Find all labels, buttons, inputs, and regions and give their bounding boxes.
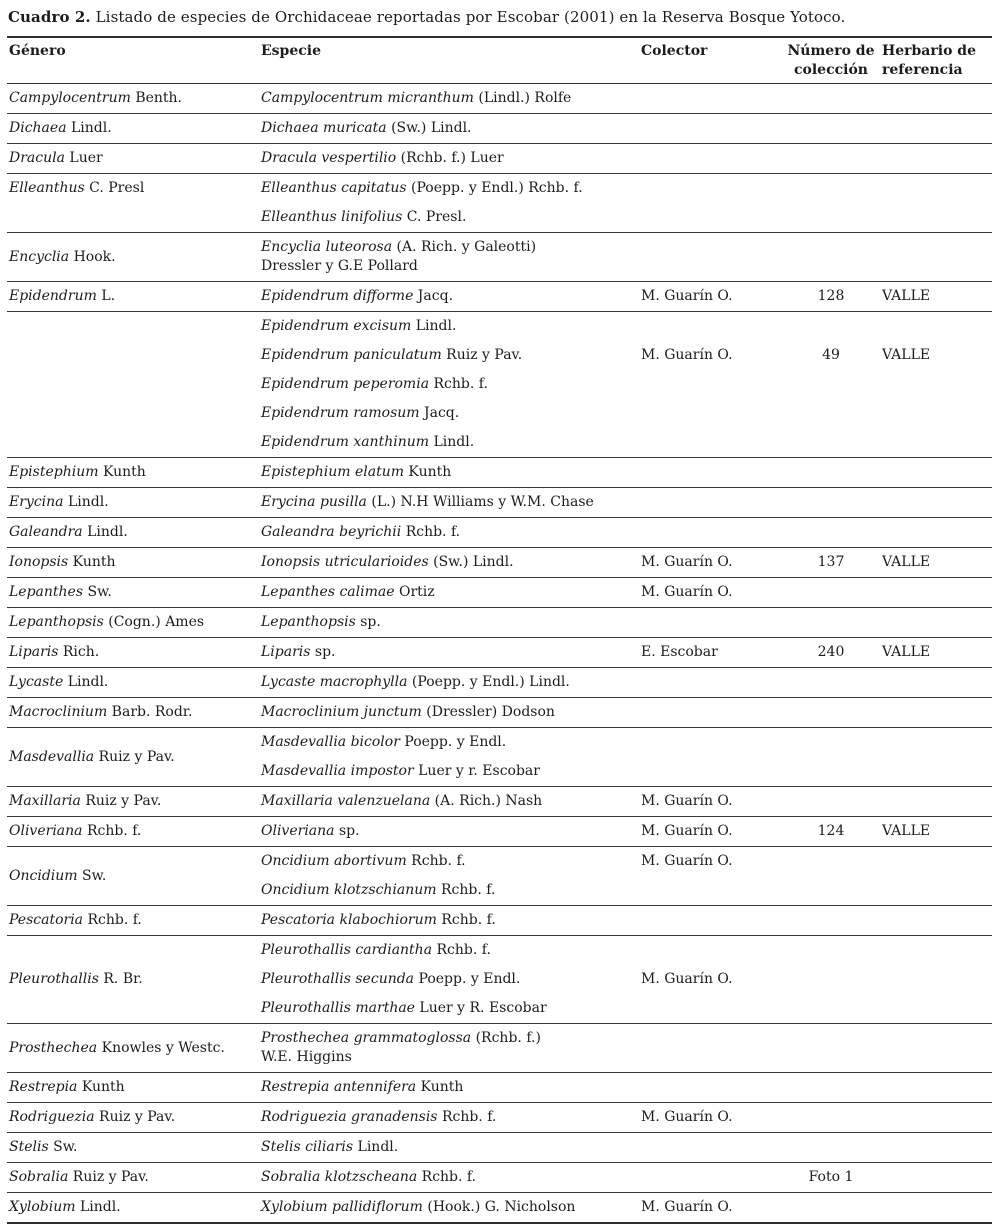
genus-cell: Campylocentrum Benth. (7, 84, 259, 114)
species-cell: Pleurothallis cardiantha Rchb. f. (261, 942, 491, 958)
species-cell: Dracula vespertilio (Rchb. f.) Luer (259, 144, 639, 174)
genus-cell: Pleurothallis R. Br. (7, 936, 259, 1024)
table-header-row (7, 37, 992, 84)
genus-cell: Sobralia Ruiz y Pav. (7, 1163, 259, 1193)
herbario-cell (880, 399, 992, 428)
table-row (7, 608, 992, 638)
species-cell: Prosthechea grammatoglossa (Rchb. f.) W.E. Higgins (259, 1024, 639, 1073)
species-cell: Macroclinium junctum (Dressler) Dodson (259, 698, 639, 728)
table-row (7, 698, 992, 728)
herbario-cell (880, 458, 992, 488)
species-cell: Lepanthopsis sp. (259, 608, 639, 638)
numero-cell (782, 936, 880, 966)
numero-cell (782, 608, 880, 638)
genus-cell: Encyclia Hook. (7, 233, 259, 282)
genus-cell: Xylobium Lindl. (9, 1199, 121, 1215)
numero-cell (782, 698, 880, 728)
colector-cell: M. Guarín O. (639, 282, 782, 312)
species-cell: Epidendrum ramosum Jacq. (261, 405, 460, 421)
numero-cell: 240 (782, 638, 880, 668)
species-table (7, 36, 992, 1224)
colector-cell (639, 608, 782, 638)
species-cell: Masdevallia bicolor Poepp. y Endl. (261, 734, 507, 750)
numero-cell (782, 1024, 880, 1073)
numero-cell (782, 174, 880, 204)
colector-cell (639, 698, 782, 728)
herbario-cell (880, 1193, 992, 1224)
herbario-cell (880, 728, 992, 758)
numero-cell (782, 994, 880, 1024)
table-row (7, 174, 992, 204)
numero-cell (782, 518, 880, 548)
colector-cell (639, 458, 782, 488)
species-cell: Rodriguezia granadensis Rchb. f. (259, 1103, 639, 1133)
herbario-cell (880, 1163, 992, 1193)
header-numero-coleccion (782, 37, 880, 84)
genus-cell: Lycaste Lindl. (7, 668, 259, 698)
genus-cell: Oncidium Sw. (7, 847, 259, 906)
herbario-cell (880, 608, 992, 638)
genus-cell: Rodriguezia Ruiz y Pav. (7, 1103, 259, 1133)
header-herbario-referencia (880, 37, 992, 84)
header-numero-line1: Número de (787, 43, 875, 59)
colector-cell: E. Escobar (639, 638, 782, 668)
colector-cell (639, 668, 782, 698)
species-cell: Pleurothallis marthae Luer y R. Escobar (259, 994, 639, 1024)
species-cell: Masdevallia impostor Luer y r. Escobar (259, 757, 639, 787)
species-cell: Epidendrum difforme Jacq. (259, 282, 639, 312)
numero-cell (782, 370, 880, 399)
table-row (7, 233, 992, 282)
species-cell: Pleurothallis secunda Poepp. y Endl. (261, 971, 521, 987)
genus-cell: Elleanthus C. Presl (7, 174, 259, 233)
genus-cell: Macroclinium Barb. Rodr. (7, 698, 259, 728)
species-cell: Restrepia antennifera Kunth (259, 1073, 639, 1103)
colector-cell (639, 399, 782, 428)
colector-cell (639, 1073, 782, 1103)
herbario-cell (880, 668, 992, 698)
header-herbario-line1: Herbario de (882, 43, 976, 59)
herbario-cell (880, 906, 992, 936)
numero-cell (782, 906, 880, 936)
species-cell: Lepanthes calimae Ortiz (259, 578, 639, 608)
colector-cell: M. Guarín O. (639, 1103, 782, 1133)
table-row (7, 518, 992, 548)
colector-cell (639, 518, 782, 548)
table-row (7, 282, 992, 312)
species-table-body (7, 84, 992, 1224)
species-cell: Pescatoria klabochiorum Rchb. f. (259, 906, 639, 936)
herbario-cell (880, 233, 992, 282)
species-cell: Epistephium elatum Kunth (259, 458, 639, 488)
herbario-cell (880, 203, 992, 233)
caption-text: Listado de especies de Orchidaceae reportadas por Escobar (2001) en la Reserva Bosque Yotoco. (95, 8, 846, 26)
colector-cell (639, 728, 782, 758)
herbario-cell (880, 1073, 992, 1103)
table-row (7, 906, 992, 936)
species-cell: Stelis ciliaris Lindl. (259, 1133, 639, 1163)
species-cell: Oncidium klotzschianum Rchb. f. (259, 876, 639, 906)
table-row (7, 817, 992, 847)
colector-cell: M. Guarín O. (641, 853, 733, 869)
genus-cell: Restrepia Kunth (7, 1073, 259, 1103)
table-row (7, 728, 992, 758)
caption-label: Cuadro 2. (8, 8, 91, 26)
genus-cell: Dichaea Lindl. (7, 114, 259, 144)
numero-cell: 128 (782, 282, 880, 312)
numero-cell (782, 1103, 880, 1133)
species-cell: Xylobium pallidiflorum (Hook.) G. Nicholson (261, 1199, 576, 1215)
species-cell: Oncidium abortivum Rchb. f. (261, 853, 466, 869)
genus-cell: Masdevallia Ruiz y Pav. (7, 728, 259, 787)
numero-cell: 49 (822, 347, 840, 363)
species-cell: Sobralia klotzscheana Rchb. f. (259, 1163, 639, 1193)
header-genero (7, 37, 259, 84)
colector-cell (639, 174, 782, 204)
numero-cell (782, 578, 880, 608)
numero-cell: 124 (782, 817, 880, 847)
numero-cell (782, 458, 880, 488)
genus-cell: Pescatoria Rchb. f. (7, 906, 259, 936)
species-cell: Ionopsis utricularioides (Sw.) Lindl. (259, 548, 639, 578)
header-especie (259, 37, 639, 84)
header-herbario-line2: referencia (882, 62, 963, 78)
herbario-cell (880, 488, 992, 518)
numero-cell (782, 312, 880, 342)
table-row (7, 312, 992, 342)
colector-cell (639, 488, 782, 518)
header-especie-label: Especie (261, 43, 321, 59)
species-cell: Elleanthus linifolius C. Presl. (259, 203, 639, 233)
table-row (7, 1103, 992, 1133)
genus-cell: Dracula Luer (7, 144, 259, 174)
colector-cell: M. Guarín O. (641, 1199, 733, 1215)
species-cell: Erycina pusilla (L.) N.H Williams y W.M. Chase (259, 488, 639, 518)
genus-cell: Galeandra Lindl. (7, 518, 259, 548)
header-colector (639, 37, 782, 84)
numero-cell: Foto 1 (782, 1163, 880, 1193)
herbario-cell: VALLE (880, 548, 992, 578)
table-row (7, 847, 992, 877)
table-row (7, 1073, 992, 1103)
colector-cell (639, 1133, 782, 1163)
numero-cell (782, 1073, 880, 1103)
numero-cell (782, 876, 880, 906)
header-genero-label: Género (9, 43, 66, 59)
table-row (7, 1193, 992, 1224)
herbario-cell (880, 84, 992, 114)
genus-cell: Lepanthopsis (Cogn.) Ames (7, 608, 259, 638)
table-row (7, 548, 992, 578)
table-row (7, 1133, 992, 1163)
herbario-cell (880, 787, 992, 817)
herbario-cell: VALLE (880, 638, 992, 668)
herbario-cell (880, 312, 992, 342)
table-row (7, 1024, 992, 1073)
colector-cell: M. Guarín O. (639, 817, 782, 847)
numero-cell (782, 1193, 880, 1224)
herbario-cell (880, 936, 992, 966)
herbario-cell: VALLE (882, 347, 931, 363)
header-colector-label: Colector (641, 43, 708, 59)
genus-cell: Epidendrum L. (7, 282, 259, 312)
numero-cell (782, 847, 880, 877)
genus-cell: Epistephium Kunth (7, 458, 259, 488)
herbario-cell (880, 174, 992, 204)
herbario-cell (880, 144, 992, 174)
colector-cell (639, 203, 782, 233)
colector-cell (639, 84, 782, 114)
table-caption (8, 7, 995, 27)
colector-cell (639, 906, 782, 936)
colector-cell (639, 114, 782, 144)
herbario-cell: VALLE (880, 282, 992, 312)
table-row (7, 578, 992, 608)
species-cell: Encyclia luteorosa (A. Rich. y Galeotti) Dressler y G.E Pollard (259, 233, 639, 282)
herbario-cell: VALLE (880, 817, 992, 847)
table-row (7, 668, 992, 698)
genus-cell: Erycina Lindl. (7, 488, 259, 518)
numero-cell (782, 965, 880, 994)
colector-cell (639, 994, 782, 1024)
genus-cell (7, 312, 259, 458)
numero-cell (782, 84, 880, 114)
herbario-cell (880, 1024, 992, 1073)
table-row (7, 84, 992, 114)
species-cell: Epidendrum excisum Lindl. (261, 318, 457, 334)
species-cell: Dichaea muricata (Sw.) Lindl. (259, 114, 639, 144)
herbario-cell (880, 1133, 992, 1163)
colector-cell: M. Guarín O. (639, 578, 782, 608)
genus-cell: Lepanthes Sw. (7, 578, 259, 608)
herbario-cell (880, 847, 992, 877)
herbario-cell (880, 757, 992, 787)
species-cell: Galeandra beyrichii Rchb. f. (259, 518, 639, 548)
genus-cell: Ionopsis Kunth (7, 548, 259, 578)
colector-cell: M. Guarín O. (641, 971, 733, 987)
genus-cell: Prosthechea Knowles y Westc. (7, 1024, 259, 1073)
table-row (7, 936, 992, 966)
herbario-cell (880, 578, 992, 608)
colector-cell (639, 370, 782, 399)
herbario-cell (880, 370, 992, 399)
numero-cell (782, 399, 880, 428)
colector-cell: M. Guarín O. (639, 787, 782, 817)
genus-cell: Oliveriana Rchb. f. (7, 817, 259, 847)
numero-cell (782, 1133, 880, 1163)
genus-cell: Maxillaria Ruiz y Pav. (7, 787, 259, 817)
table-row (7, 458, 992, 488)
numero-cell: 137 (782, 548, 880, 578)
species-cell: Elleanthus capitatus (Poepp. y Endl.) Rchb. f. (261, 180, 583, 196)
numero-cell (782, 757, 880, 787)
colector-cell (639, 428, 782, 458)
colector-cell (639, 312, 782, 342)
colector-cell (639, 876, 782, 906)
numero-cell (782, 114, 880, 144)
table-row (7, 488, 992, 518)
herbario-cell (880, 1103, 992, 1133)
genus-cell: Stelis Sw. (7, 1133, 259, 1163)
herbario-cell (880, 876, 992, 906)
colector-cell (639, 1024, 782, 1073)
herbario-cell (880, 428, 992, 458)
species-cell: Lycaste macrophylla (Poepp. y Endl.) Lindl. (259, 668, 639, 698)
table-row (7, 114, 992, 144)
numero-cell (782, 728, 880, 758)
species-cell: Campylocentrum micranthum (Lindl.) Rolfe (259, 84, 639, 114)
colector-cell (639, 757, 782, 787)
numero-cell (782, 488, 880, 518)
colector-cell (639, 1163, 782, 1193)
species-cell: Oliveriana sp. (259, 817, 639, 847)
table-row (7, 787, 992, 817)
species-cell: Epidendrum xanthinum Lindl. (259, 428, 639, 458)
table-row (7, 638, 992, 668)
herbario-cell (880, 114, 992, 144)
species-cell: Epidendrum peperomia Rchb. f. (261, 376, 488, 392)
species-cell: Liparis sp. (259, 638, 639, 668)
colector-cell (639, 144, 782, 174)
colector-cell (639, 936, 782, 966)
herbario-cell (880, 994, 992, 1024)
numero-cell (782, 428, 880, 458)
table-row (7, 144, 992, 174)
herbario-cell (880, 698, 992, 728)
herbario-cell (880, 518, 992, 548)
numero-cell (782, 144, 880, 174)
species-cell: Epidendrum paniculatum Ruiz y Pav. (261, 347, 523, 363)
numero-cell (782, 203, 880, 233)
numero-cell (782, 233, 880, 282)
species-cell: Maxillaria valenzuelana (A. Rich.) Nash (259, 787, 639, 817)
colector-cell: M. Guarín O. (641, 347, 733, 363)
numero-cell (782, 787, 880, 817)
colector-cell: M. Guarín O. (639, 548, 782, 578)
genus-cell: Liparis Rich. (7, 638, 259, 668)
herbario-cell (880, 965, 992, 994)
numero-cell (782, 668, 880, 698)
header-numero-line2: colección (794, 62, 868, 78)
colector-cell (639, 233, 782, 282)
table-row (7, 1163, 992, 1193)
